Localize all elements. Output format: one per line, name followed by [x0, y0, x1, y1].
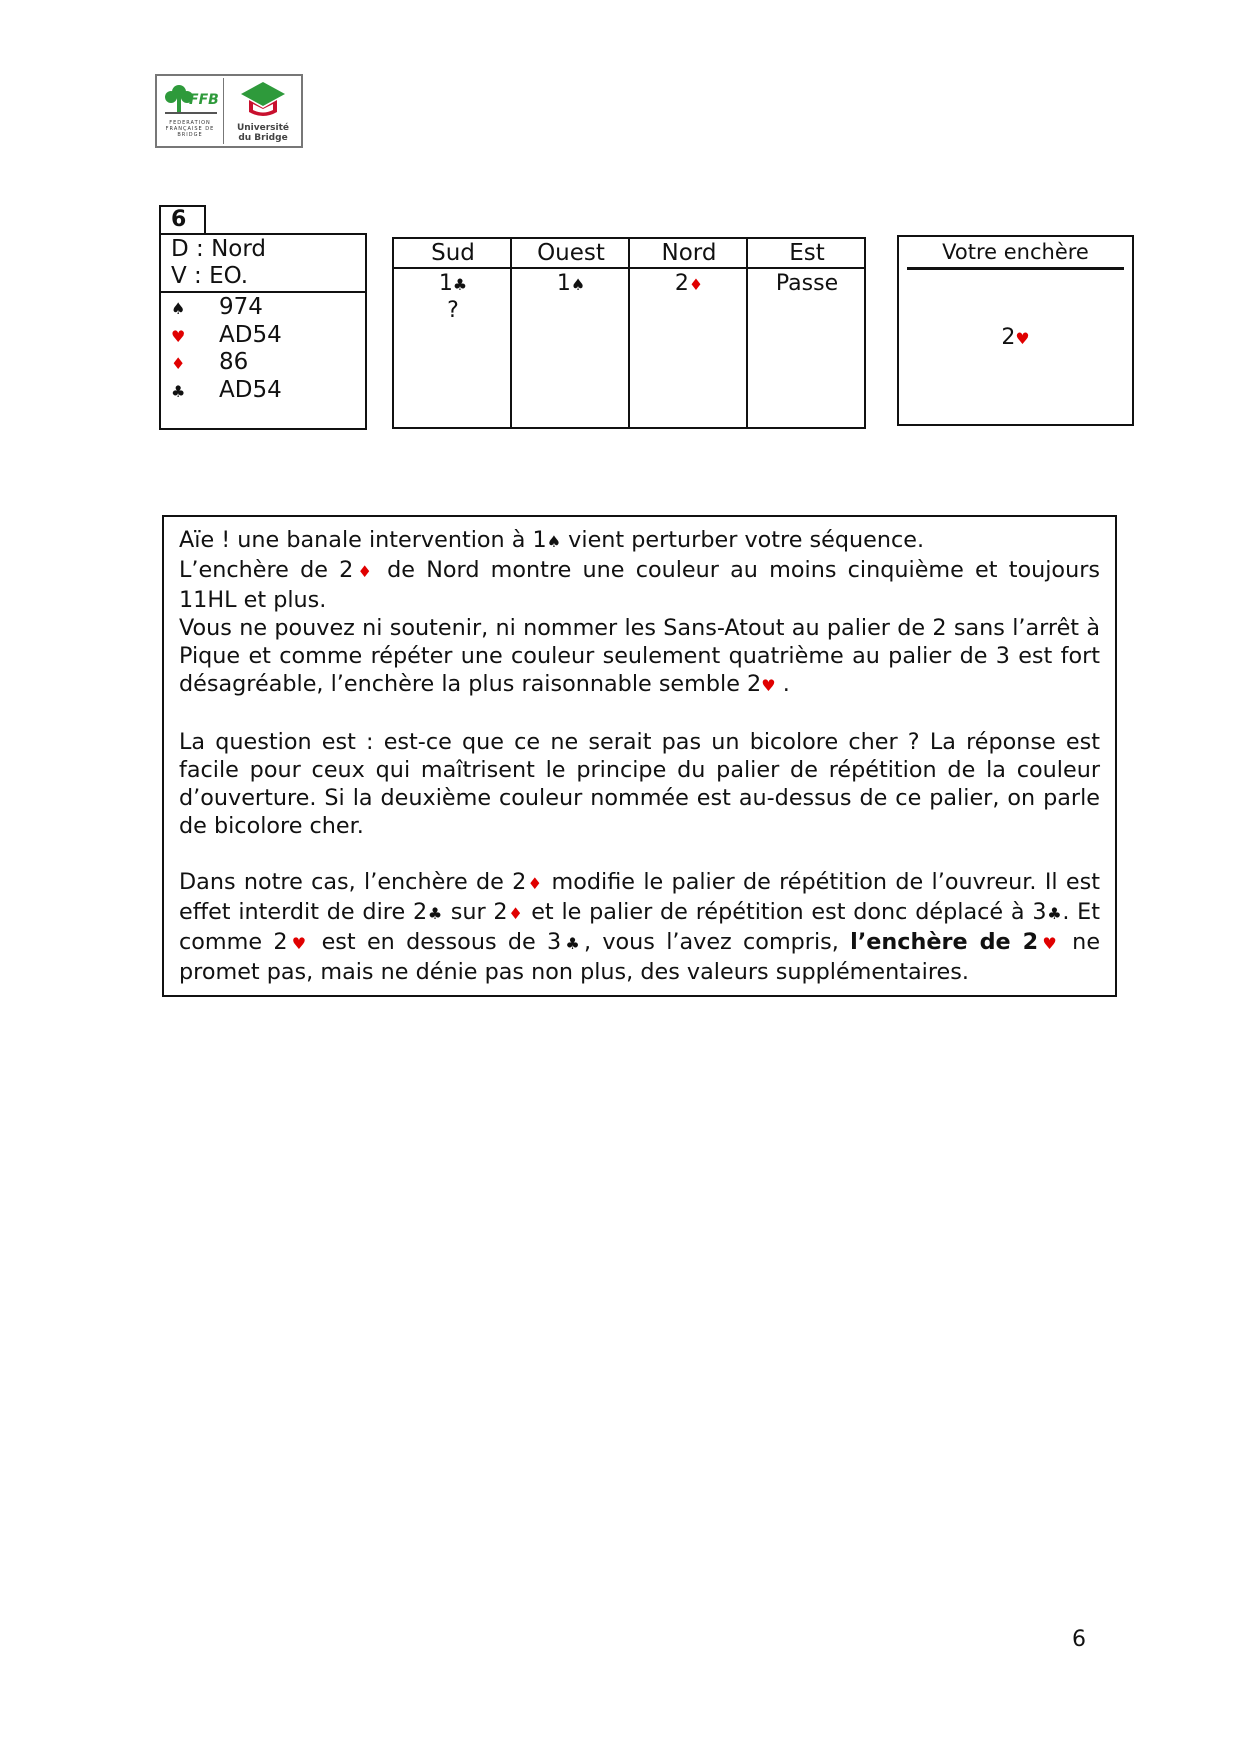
spade-icon: ♠: [546, 532, 562, 551]
bidding-table: [392, 237, 866, 429]
diamonds-cards: 86: [219, 349, 249, 375]
explanation-p2: L’enchère de 2♦ de Nord montre une couleur au moins cinquième et toujours 11HL et plus.: [179, 557, 1100, 613]
diamond-icon: ♦: [507, 904, 524, 923]
page-number: 6: [1072, 1627, 1086, 1652]
bid-sud-1: 1♣: [438, 271, 468, 296]
ffb-subtitle: FEDERATION FRANÇAISE DE BRIDGE: [165, 120, 215, 138]
diamond-icon: ♦: [353, 562, 376, 581]
bold-phrase: l’enchère de 2♥: [850, 929, 1061, 955]
graduation-cap-icon: [225, 78, 301, 122]
explanation-p1: Aïe ! une banale intervention à 1♠ vient perturber votre séquence.: [179, 527, 925, 553]
col-ouest: [512, 239, 630, 427]
club-icon: ♣: [427, 904, 443, 923]
heart-icon: ♥: [761, 676, 776, 695]
explanation-p3: Vous ne pouvez ni soutenir, ni nommer les Sans-Atout au palier de 2 sans l’arrêt à Pique et comme répéter une couleur seulement quatrième au palier de 3 est fort désagréable, l’enchère la plus raisonnable semble 2♥ .: [179, 615, 1100, 697]
spade-icon: ♠: [171, 299, 186, 318]
heart-icon: ♥: [1038, 934, 1061, 953]
answer-bid: 2♥: [1001, 325, 1030, 350]
bid-ouest-1: 1♠: [556, 271, 586, 296]
explanation-box: [162, 515, 1117, 997]
header-ouest: Ouest: [537, 240, 605, 266]
col-nord: [630, 239, 748, 427]
spades-cards: 974: [219, 294, 263, 320]
header-est: Est: [789, 240, 825, 266]
header-sud: Sud: [431, 240, 475, 266]
club-icon: ♣: [171, 382, 186, 401]
bid-sud-2: ?: [447, 298, 459, 323]
header-nord: Nord: [661, 240, 717, 266]
clubs-row: [171, 376, 282, 406]
club-icon: ♣: [561, 934, 584, 953]
club-icon: ♣: [452, 275, 468, 294]
diamond-icon: ♦: [171, 354, 186, 373]
diamond-icon: ♦: [526, 874, 544, 893]
club-icon: ♣: [1046, 904, 1063, 923]
heart-icon: ♥: [1015, 329, 1030, 348]
dealer-line: D : Nord: [171, 236, 267, 262]
ffb-tree-icon: [159, 78, 223, 122]
diamonds-row: [171, 348, 248, 378]
bid-nord-1: 2♦: [674, 271, 704, 296]
col-sud: [394, 239, 512, 427]
deal-number: 6: [159, 205, 206, 235]
ffb-logo: [155, 74, 303, 148]
explanation-p4: La question est : est-ce que ce ne serait pas un bicolore cher ? La réponse est facile pour ceux qui maîtrisent le principe du palier de répétition de la couleur d’ouverture. Si la deuxième couleur nommée est au-dessus de ce palier, on parle de bicolore cher.: [179, 729, 1100, 839]
diamond-icon: ♦: [688, 275, 704, 294]
vulnerability-line: V : EO.: [171, 263, 249, 289]
bid-est-1: Passe: [775, 271, 839, 296]
heart-icon: ♥: [171, 327, 186, 346]
explanation-p5: Dans notre cas, l’enchère de 2♦ modifie le palier de répétition de l’ouvreur. Il est effet interdit de dire 2♣ sur 2♦ et le palier de répétition est donc déplacé à 3♣. Et comme 2♥ est en dessous de 3♣, vous l’avez compris, l’enchère de 2♥ ne promet pas, mais ne dénie pas non plus, des valeurs supplémentaires.: [179, 869, 1101, 985]
clubs-cards: AD54: [219, 377, 282, 403]
ffb-text: FFB: [189, 92, 219, 108]
uni-line1: Université: [236, 123, 290, 133]
hearts-row: [171, 321, 282, 351]
col-est: [748, 239, 866, 427]
hearts-cards: AD54: [219, 322, 282, 348]
answer-box: [897, 235, 1134, 426]
uni-line2: du Bridge: [238, 133, 288, 143]
heart-icon: ♥: [287, 934, 311, 953]
spade-icon: ♠: [570, 275, 586, 294]
answer-title: Votre enchère: [942, 240, 1089, 264]
spades-row: [171, 293, 263, 323]
hand-box: [159, 233, 367, 430]
